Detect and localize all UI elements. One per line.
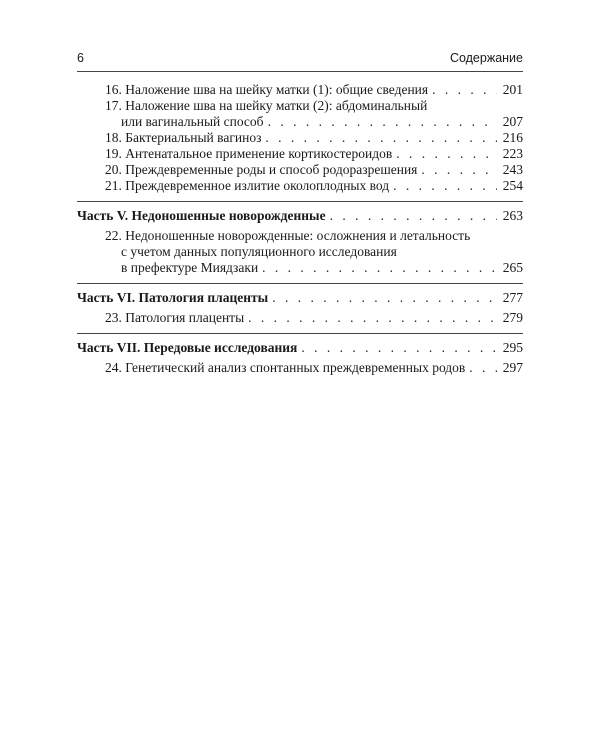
toc-entry-23[interactable] [77, 310, 523, 326]
toc-part-page: 263 [502, 208, 523, 223]
toc-entry-page: 297 [502, 360, 523, 375]
dot-leader [469, 360, 496, 376]
running-head: Содержание [449, 51, 523, 65]
toc-part-page: 277 [502, 290, 523, 305]
toc-entry-title: Недоношенные новорожденные: осложнения и летальность [125, 228, 471, 243]
section-divider [77, 333, 523, 334]
dot-leader [393, 178, 497, 194]
dot-leader [301, 340, 496, 356]
toc-entry-title: Патология плаценты [125, 310, 245, 325]
toc-entry-20[interactable] [77, 162, 523, 178]
toc-entry-24[interactable] [77, 360, 523, 376]
toc-entry-title-continued: в префектуре Миядзаки [121, 260, 259, 275]
toc-entry-page: 265 [502, 260, 523, 275]
toc-entry-number: 17. [105, 98, 122, 113]
toc-entry-title-continued: с учетом данных популяционного исследования [121, 244, 397, 259]
page-header [77, 49, 523, 72]
toc-part-title: Часть VI. Патология плаценты [77, 290, 269, 305]
toc-entry-page: 207 [502, 114, 523, 129]
dot-leader [268, 114, 497, 130]
toc-entry-number: 16. [105, 82, 122, 97]
dot-leader [396, 146, 497, 162]
toc-entry-page: 201 [502, 82, 523, 97]
toc-entry-title-continued: или вагинальный способ [121, 114, 264, 129]
toc-entry-title: Преждевременное излитие околоплодных вод [125, 178, 390, 193]
toc-part-5[interactable] [77, 208, 523, 224]
toc-entry-number: 24. [105, 360, 122, 375]
toc-entry-number: 20. [105, 162, 122, 177]
table-of-contents [77, 82, 523, 376]
toc-part-page: 295 [502, 340, 523, 355]
toc-part-title: Часть V. Недоношенные новорожденные [77, 208, 326, 223]
toc-entry-number: 23. [105, 310, 122, 325]
toc-entry-page: 279 [502, 310, 523, 325]
dot-leader [421, 162, 496, 178]
dot-leader [330, 208, 497, 224]
toc-entry-page: 254 [502, 178, 523, 193]
toc-entry-number: 19. [105, 146, 122, 161]
toc-part-title: Часть VII. Передовые исследования [77, 340, 298, 355]
toc-entry-title: Генетический анализ спонтанных преждевременных родов [125, 360, 466, 375]
toc-part-6[interactable] [77, 290, 523, 306]
toc-entry-title: Антенатальное применение кортикостероидов [125, 146, 393, 161]
section-divider [77, 201, 523, 202]
dot-leader [248, 310, 497, 326]
dot-leader [272, 290, 497, 306]
dot-leader [262, 260, 497, 276]
toc-entry-page: 223 [502, 146, 523, 161]
page-number: 6 [77, 51, 84, 65]
toc-entry-title: Преждевременные роды и способ родоразрешения [125, 162, 418, 177]
toc-entry-page: 216 [502, 130, 523, 145]
toc-entry-19[interactable] [77, 146, 523, 162]
toc-entry-16[interactable] [77, 82, 523, 98]
section-divider [77, 283, 523, 284]
toc-entry-18[interactable] [77, 130, 523, 146]
toc-part-7[interactable] [77, 340, 523, 356]
toc-entry-21[interactable] [77, 178, 523, 194]
toc-entry-title: Бактериальный вагиноз [125, 130, 262, 145]
toc-entry-number: 22. [105, 228, 122, 243]
dot-leader [265, 130, 496, 146]
toc-entry-22[interactable] [77, 228, 523, 276]
toc-entry-title: Наложение шва на шейку матки (1): общие сведения [125, 82, 429, 97]
toc-entry-number: 21. [105, 178, 122, 193]
dot-leader [432, 82, 497, 98]
toc-entry-17[interactable] [77, 98, 523, 130]
toc-entry-title: Наложение шва на шейку матки (2): абдоминальный [125, 98, 428, 113]
toc-entry-number: 18. [105, 130, 122, 145]
toc-entry-page: 243 [502, 162, 523, 177]
